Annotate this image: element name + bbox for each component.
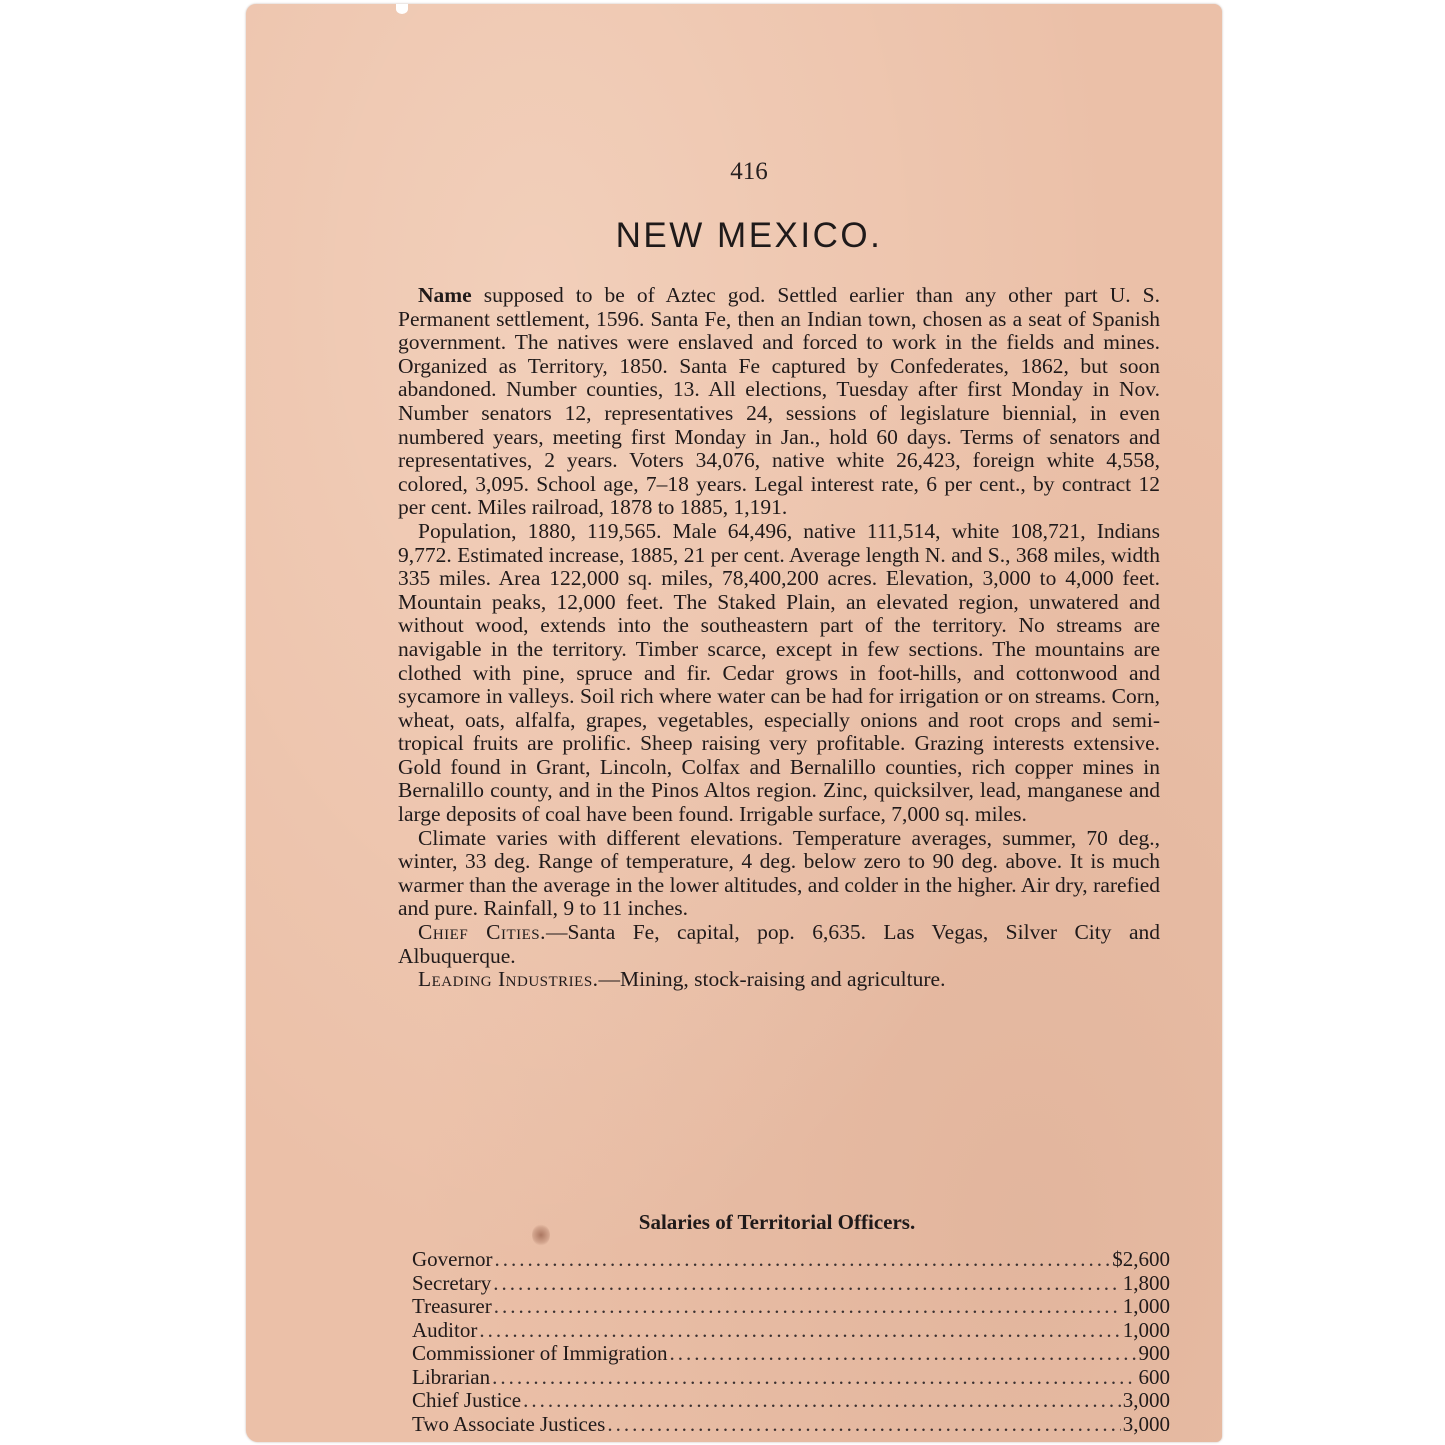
salary-table bbox=[412, 1248, 1170, 1436]
paragraph-lead-word: Name bbox=[418, 283, 472, 307]
leading-industries-text: —Mining, stock-raising and agriculture. bbox=[598, 967, 946, 992]
salary-office: Chief Justice bbox=[412, 1388, 522, 1412]
salary-office: Governor bbox=[412, 1247, 493, 1271]
salary-office: Commissioner of Immigration bbox=[412, 1341, 668, 1365]
salary-office: Secretary bbox=[412, 1270, 492, 1295]
paragraph-population: Population, 1880, 119,565. Male 64,496, native 111,514, white 108,721, Indians 9,772. Estimated increase, 1885, 21 per cent. Average length N. and S., 368 miles, width 335 miles. Area 122,000 sq. miles, 78,400,200 acres. Elevation, 3,000 to 4,000 feet. Mountain peaks, 12,000 feet. The Staked Plain, an elevated region, unwatered and without wood, extends into the southeastern part of the territory. No streams are navigable in the territory. Timber scarce, except in few sections. The mountains are clothed with pine, spruce and fir. Cedar grows in foot-hills, and cottonwood and sycamore in valleys. Soil rich where water can be had for irrigation or on streams. Corn, wheat, oats, alfalfa, grapes, vegetables, especially onions and root crops and semi-tropical fruits are prolific. Sheep raising very profitable. Grazing interests extensive. Gold found in Grant, Lincoln, Colfax and Bernalillo counties, rich copper mines in Bernalillo county, and in the Pinos Altos region. Zinc, quicksilver, lead, manganese and large deposits of coal have been found. Irrigable surface, 7,000 sq. miles. bbox=[398, 518, 1160, 827]
salary-row bbox=[412, 1295, 1170, 1319]
salary-row bbox=[412, 1366, 1170, 1390]
leading-industries-label: Leading Industries. bbox=[418, 967, 599, 992]
salary-amount: 1,000 bbox=[1122, 1294, 1170, 1318]
salary-row bbox=[412, 1248, 1170, 1272]
dot-leader bbox=[607, 1413, 1120, 1437]
salary-office: Two Associate Justices bbox=[412, 1411, 606, 1436]
chief-cities-label: Chief Cities. bbox=[418, 920, 546, 945]
salary-office: Auditor bbox=[412, 1317, 478, 1342]
salary-row bbox=[412, 1389, 1170, 1413]
dot-leader bbox=[669, 1342, 1136, 1366]
salary-office: Librarian bbox=[412, 1364, 491, 1389]
paragraph-history bbox=[398, 284, 1160, 520]
dot-leader bbox=[523, 1389, 1121, 1413]
salary-amount: 600 bbox=[1138, 1364, 1170, 1389]
paragraph-leading-industries bbox=[398, 968, 1160, 992]
salary-row bbox=[412, 1342, 1170, 1366]
book-page bbox=[246, 4, 1222, 1442]
paragraph-history-text: supposed to be of Aztec god. Settled earlier than any other part U. S. Permanent settlement, 1596. Santa Fe, then an Indian town, chosen as a seat of Spanish government. The natives were enslaved and forced to work in the fields and mines. Organized as Territory, 1850. Santa Fe captured by Confederates, 1862, but soon abandoned. Number counties, 13. All elections, Tuesday after first Monday in Nov. Number senators 12, representatives 24, sessions of legislature biennial, in even numbered years, meeting first Monday in Jan., hold 60 days. Terms of senators and representatives, 2 years. Voters 34,076, native white 26,423, foreign white 4,558, colored, 3,095. School age, 7–18 years. Legal interest rate, 6 per cent., by contract 12 per cent. Miles railroad, 1878 to 1885, 1,191. bbox=[398, 283, 1160, 520]
salary-amount: 1,000 bbox=[1122, 1317, 1170, 1342]
dot-leader bbox=[493, 1272, 1120, 1296]
page-number: 416 bbox=[730, 158, 768, 185]
page-tear bbox=[396, 4, 408, 14]
dot-leader bbox=[494, 1248, 1110, 1272]
salary-row bbox=[412, 1319, 1170, 1343]
article-body bbox=[398, 284, 1160, 992]
salary-row bbox=[412, 1413, 1170, 1437]
page-title: NEW MEXICO. bbox=[615, 216, 883, 255]
salary-amount: 3,000 bbox=[1122, 1388, 1170, 1412]
dot-leader bbox=[494, 1295, 1121, 1319]
chief-cities-text: —Santa Fe, capital, pop. 6,635. Las Vegas, Silver City and Albuquerque. bbox=[398, 920, 1160, 968]
salary-amount: 900 bbox=[1138, 1341, 1170, 1365]
salaries-heading: Salaries of Territorial Officers. bbox=[638, 1210, 916, 1234]
dot-leader bbox=[492, 1366, 1136, 1390]
salary-office: Treasurer bbox=[412, 1294, 492, 1318]
dot-leader bbox=[479, 1319, 1120, 1343]
paragraph-climate: Climate varies with different elevations. Temperature averages, summer, 70 deg., winter, 33 deg. Range of temperature, 4 deg. below zero to 90 deg. above. It is much warmer than the average in the lower altitudes, and colder in the higher. Air dry, rarefied and pure. Rainfall, 9 to 11 inches. bbox=[398, 825, 1160, 921]
salary-amount: $2,600 bbox=[1112, 1247, 1170, 1271]
salary-amount: 3,000 bbox=[1122, 1411, 1170, 1436]
paragraph-chief-cities bbox=[398, 921, 1160, 968]
salary-amount: 1,800 bbox=[1122, 1270, 1170, 1295]
salary-row bbox=[412, 1272, 1170, 1296]
